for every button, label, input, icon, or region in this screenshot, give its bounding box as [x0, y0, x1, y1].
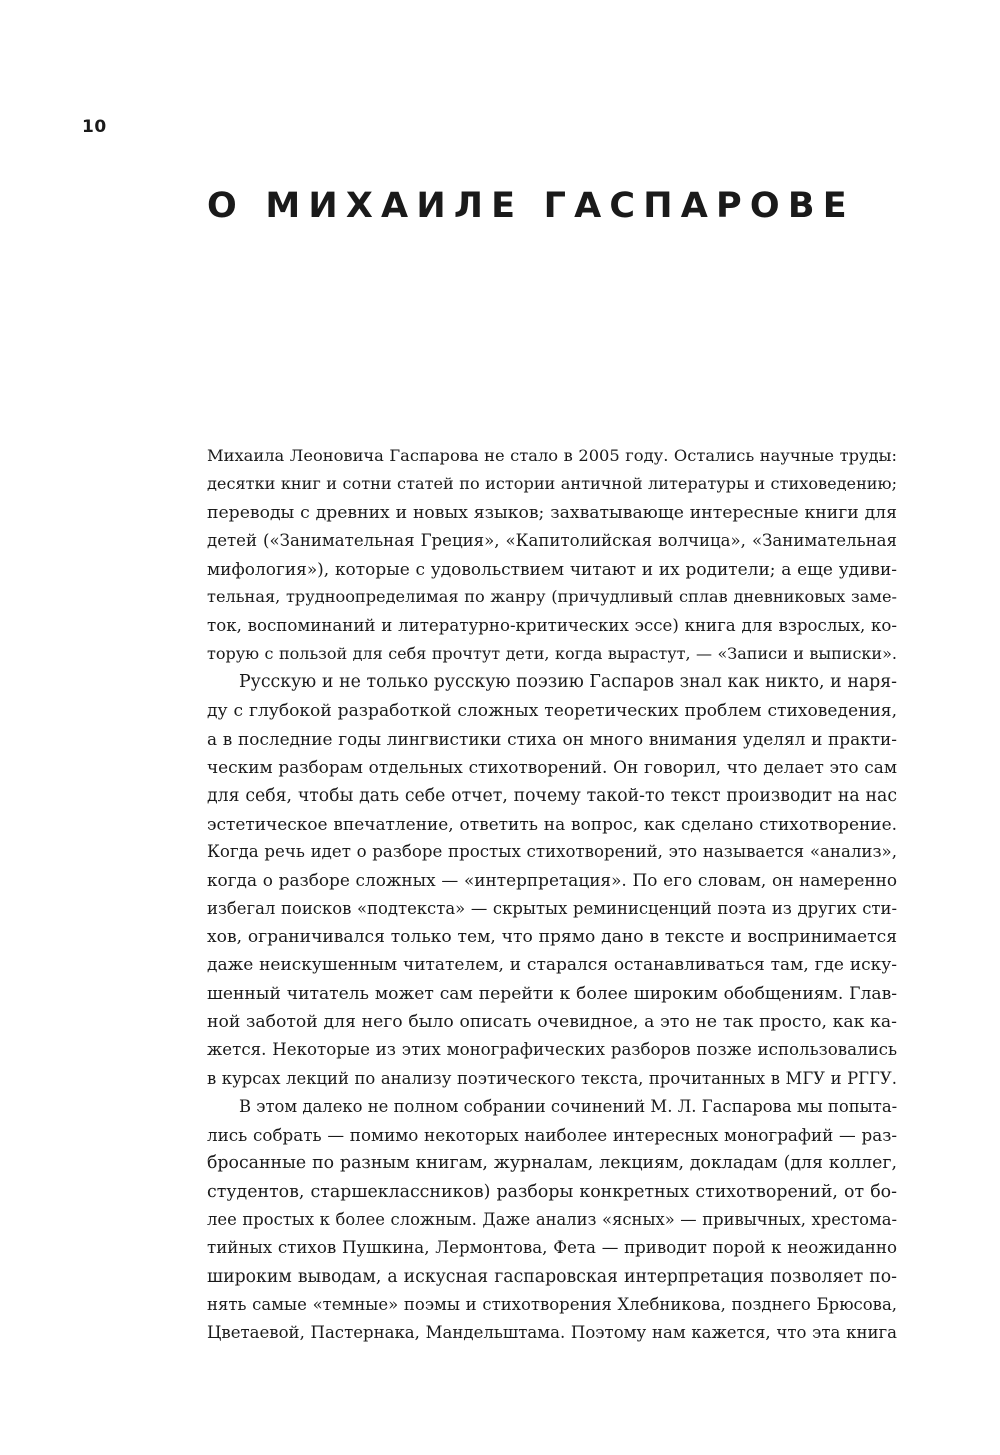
text-line: Цветаевой, Пастернака, Мандельштама. Поэтому нам кажется, что эта книга — [207, 1323, 897, 1343]
text-line: мифология»), которые с удовольствием читают и их родители; а еще удиви- — [207, 559, 897, 580]
text-line: переводы с древних и новых языков; захватывающе интересные книги для — [207, 502, 897, 523]
text-line: избегал поисков «подтекста» — скрытых реминисценций поэта из других сти- — [207, 898, 897, 918]
text-line: шенный читатель может сам перейти к более широким обобщениям. Глав- — [207, 983, 897, 1004]
text-line: детей («Занимательная Греция», «Капитолийская волчица», «Занимательная — [207, 530, 897, 550]
page-number: 10 — [82, 117, 107, 137]
text-line: жется. Некоторые из этих монографических разборов позже использовались — [207, 1040, 897, 1060]
text-line: ток, воспоминаний и литературно-критических эссе) книга для взрослых, ко- — [207, 615, 897, 635]
text-line: В этом далеко не полном собрании сочинений М. Л. Гаспарова мы попыта- — [239, 1096, 898, 1116]
text-line: эстетическое впечатление, ответить на вопрос, как сделано стихотворение. — [207, 813, 897, 834]
body-text — [207, 442, 897, 1348]
text-line: бросанные по разным книгам, журналам, лекциям, докладам (для коллег, — [207, 1153, 897, 1174]
text-line: даже неискушенным читателем, и старался останавливаться там, где иску- — [207, 955, 897, 976]
paragraph-2 — [207, 668, 897, 1092]
paragraph-1 — [207, 442, 897, 668]
text-line: студентов, старшеклассников) разборы конкретных стихотворений, от бо- — [207, 1181, 897, 1202]
text-line: широким выводам, а искусная гаспаровская интерпретация позволяет по- — [207, 1266, 897, 1287]
text-line: нять самые «темные» поэмы и стихотворения Хлебникова, позднего Брюсова, — [207, 1294, 897, 1314]
text-line: тельная, трудноопределимая по жанру (причудливый сплав дневниковых заме- — [207, 587, 897, 607]
text-line: лее простых к более сложным. Даже анализ «ясных» — привычных, хрестома- — [207, 1210, 897, 1230]
text-line: ду с глубокой разработкой сложных теоретических проблем стиховедения, — [207, 700, 897, 721]
text-line: Михаила Леоновича Гаспарова не стало в 2005 году. Остались научные труды: — [207, 446, 897, 465]
text-line: для себя, чтобы дать себе отчет, почему такой-то текст производит на нас — [207, 785, 897, 806]
text-line: тийных стихов Пушкина, Лермонтова, Фета — приводит порой к неожиданно — [207, 1238, 897, 1258]
text-line: Когда речь идет о разборе простых стихотворений, это называется «анализ», — [207, 842, 897, 862]
text-line: хов, ограничивался только тем, что прямо дано в тексте и воспринимается — [207, 927, 897, 948]
text-line: торую с пользой для себя прочтут дети, когда вырастут, — «Записи и выписки». — [207, 644, 897, 664]
text-line: Русскую и не только русскую поэзию Гаспаров знал как никто, и наря- — [239, 672, 897, 693]
text-line: десятки книг и сотни статей по истории античной литературы и стиховедению; — [207, 474, 897, 494]
text-line: ной заботой для него было описать очевидное, а это не так просто, как ка- — [207, 1011, 897, 1032]
chapter-title: О МИХАИЛЕ ГАСПАРОВЕ — [207, 186, 855, 226]
text-line: лись собрать — помимо некоторых наиболее интересных монографий — раз- — [207, 1125, 897, 1146]
text-line: а в последние годы лингвистики стиха он много внимания уделял и практи- — [207, 728, 897, 749]
text-line: в курсах лекций по анализу поэтического текста, прочитанных в МГУ и РГГУ. — [207, 1068, 897, 1088]
paragraph-3 — [207, 1093, 897, 1348]
text-line: когда о разборе сложных — «интерпретация». По его словам, он намеренно — [207, 870, 897, 891]
text-line: ческим разборам отдельных стихотворений. Он говорил, что делает это сам — [207, 757, 897, 778]
